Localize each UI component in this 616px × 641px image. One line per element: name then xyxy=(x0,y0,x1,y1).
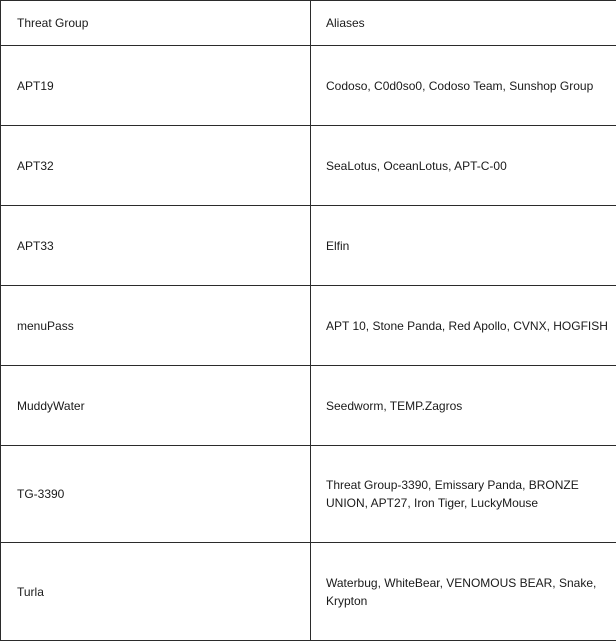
table-row xyxy=(1,366,616,446)
threat-group-cell: APT32 xyxy=(1,126,311,206)
table-row xyxy=(1,126,616,206)
aliases-cell: APT 10, Stone Panda, Red Apollo, CVNX, HOGFISH xyxy=(311,286,616,366)
threat-group-cell: menuPass xyxy=(1,286,311,366)
threat-group-cell: MuddyWater xyxy=(1,366,311,446)
table-row xyxy=(1,543,616,641)
aliases-cell: Codoso, C0d0so0, Codoso Team, Sunshop Group xyxy=(311,46,616,126)
table-row xyxy=(1,206,616,286)
aliases-cell: Waterbug, WhiteBear, VENOMOUS BEAR, Snake, Krypton xyxy=(311,543,616,641)
header-row xyxy=(1,1,616,46)
threat-group-cell: APT19 xyxy=(1,46,311,126)
header-threat-group: Threat Group xyxy=(1,1,311,46)
table-row xyxy=(1,46,616,126)
aliases-cell: Threat Group-3390, Emissary Panda, BRONZE UNION, APT27, Iron Tiger, LuckyMouse xyxy=(311,446,616,543)
table-row xyxy=(1,446,616,543)
table-row xyxy=(1,286,616,366)
threat-group-cell: TG-3390 xyxy=(1,446,311,543)
aliases-cell: Seedworm, TEMP.Zagros xyxy=(311,366,616,446)
aliases-cell: SeaLotus, OceanLotus, APT-C-00 xyxy=(311,126,616,206)
header-aliases: Aliases xyxy=(311,1,616,46)
threat-group-cell: Turla xyxy=(1,543,311,641)
aliases-cell: Elfin xyxy=(311,206,616,286)
threat-group-cell: APT33 xyxy=(1,206,311,286)
